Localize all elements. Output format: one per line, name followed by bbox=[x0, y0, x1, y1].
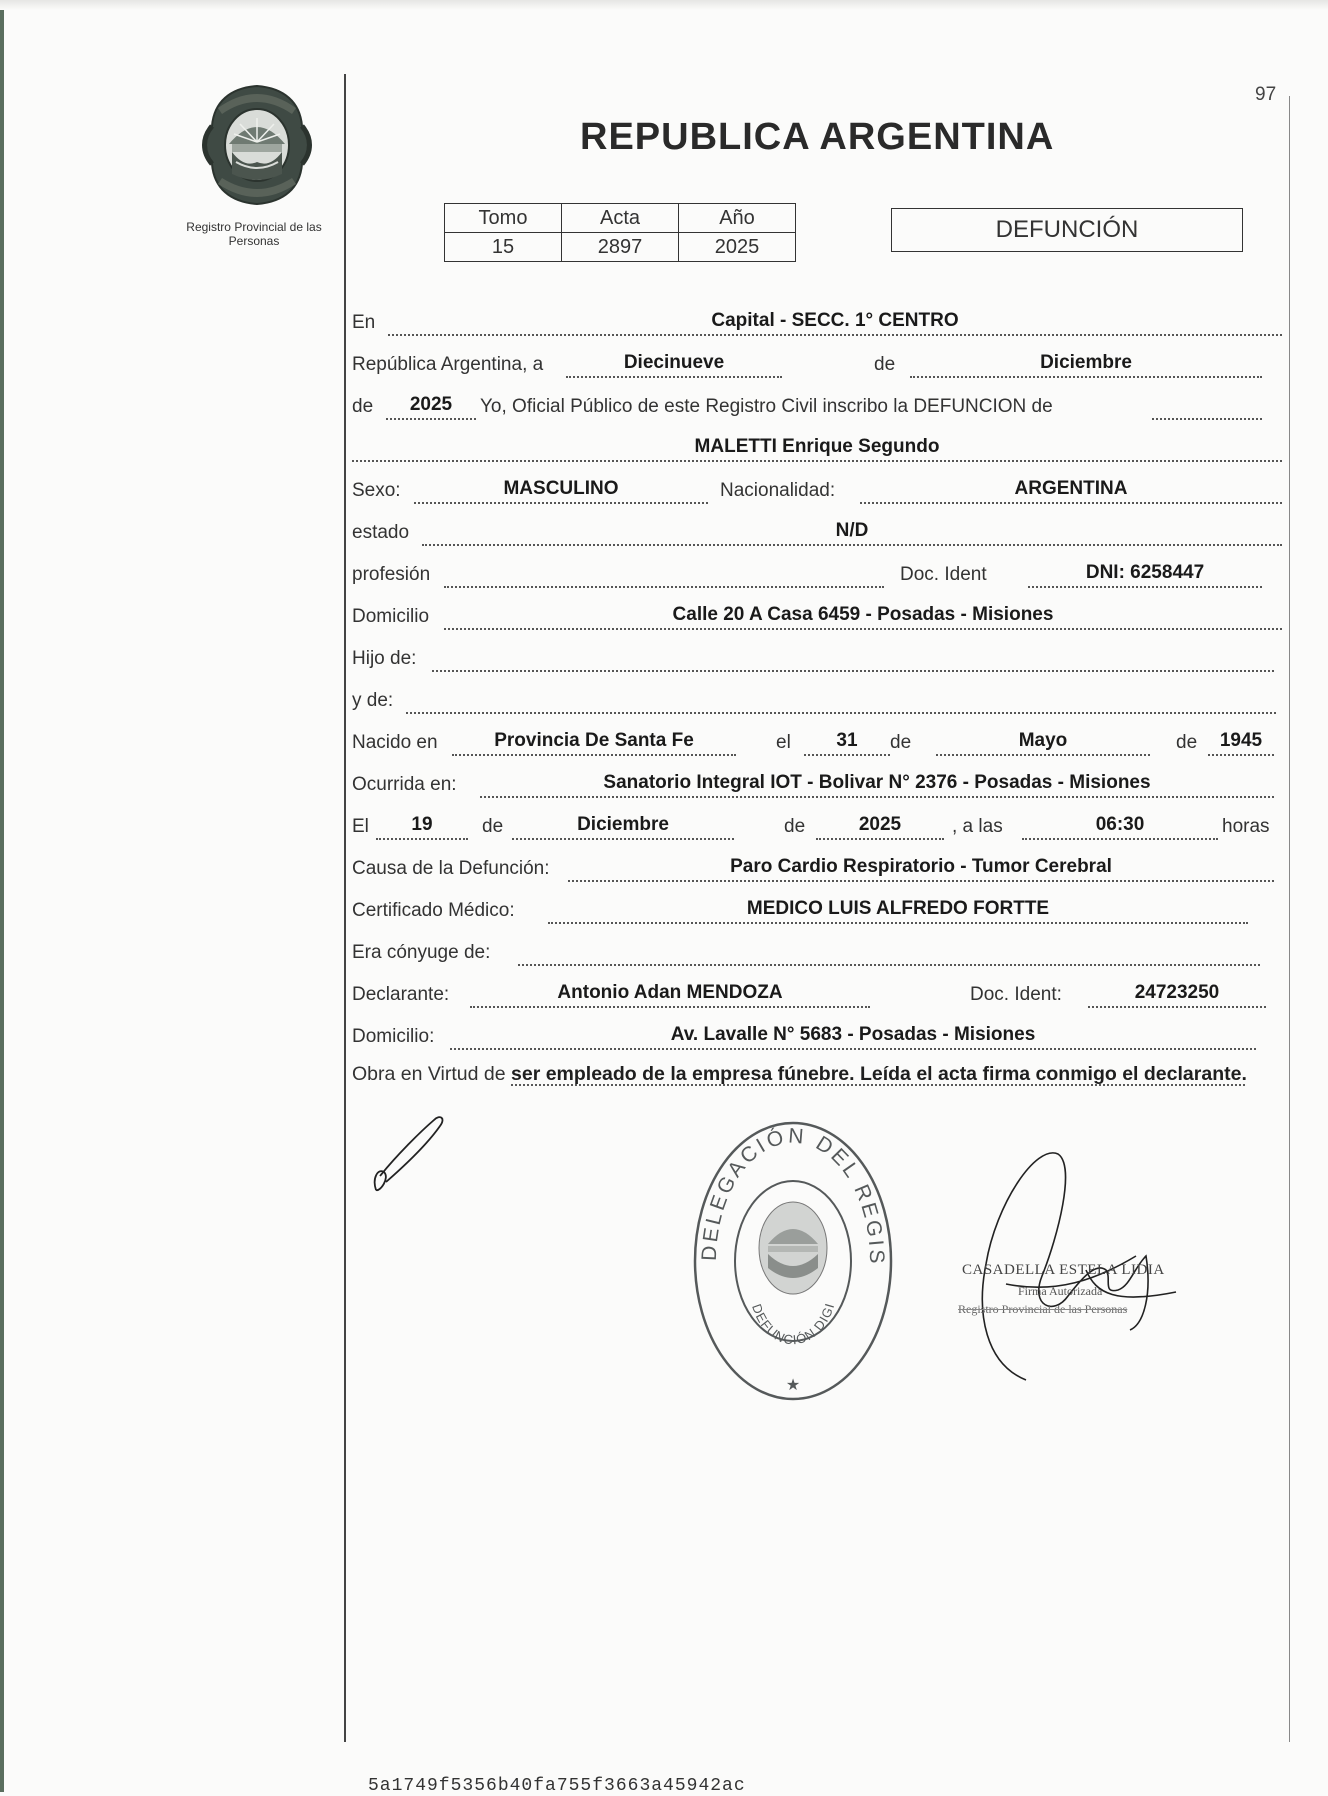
row-estado bbox=[352, 510, 1282, 552]
birthplace-field: Provincia De Santa Fe bbox=[452, 730, 736, 756]
birth-month-field: Mayo bbox=[936, 730, 1150, 756]
certificado-field: MEDICO LUIS ALFREDO FORTTE bbox=[548, 898, 1248, 924]
declarant-signature bbox=[368, 1112, 458, 1194]
row-domicilio bbox=[352, 594, 1282, 636]
scan-edge bbox=[0, 0, 4, 1792]
row-y-de bbox=[352, 678, 1282, 720]
tomo-header: Tomo bbox=[445, 204, 562, 233]
nacido-en-label: Nacido en bbox=[352, 732, 438, 753]
ocurrida-field: Sanatorio Integral IOT - Bolivar N° 2376 - Posadas - Misiones bbox=[480, 772, 1274, 798]
seal-inner-text: DEFUNCIÓN DIGI bbox=[749, 1300, 838, 1348]
scan-shadow bbox=[0, 0, 1328, 10]
birth-day-field: 31 bbox=[804, 730, 890, 756]
nacionalidad-label: Nacionalidad: bbox=[720, 480, 836, 501]
row-ocurrida bbox=[352, 762, 1282, 804]
y-de-label: y de: bbox=[352, 690, 394, 711]
hijo-de-label: Hijo de: bbox=[352, 648, 417, 669]
doc-ident-label: Doc. Ident bbox=[900, 564, 987, 585]
sexo-label: Sexo: bbox=[352, 480, 401, 501]
obra-text: ser empleado de la empresa fúnebre. Leída el acta firma conmigo el declarante. bbox=[511, 1063, 1247, 1085]
officer-name: CASADELLA ESTELA LIDIA bbox=[962, 1262, 1165, 1278]
ano-value: 2025 bbox=[679, 233, 796, 262]
row-deceased-name bbox=[352, 426, 1282, 468]
left-margin-line bbox=[344, 74, 346, 1742]
row-certificate bbox=[352, 888, 1282, 930]
row-death-date bbox=[352, 804, 1282, 846]
row-declarant bbox=[352, 972, 1282, 1014]
domicilio-field: Calle 20 A Casa 6459 - Posadas - Misiones bbox=[444, 604, 1282, 630]
de-label: de bbox=[874, 354, 896, 375]
acta-value: 2897 bbox=[562, 233, 679, 262]
year-field: 2025 bbox=[386, 394, 476, 420]
row-cause bbox=[352, 846, 1282, 888]
tomo-value: 15 bbox=[445, 233, 562, 262]
causa-label: Causa de la Defunción: bbox=[352, 858, 550, 879]
row-sex-nationality bbox=[352, 468, 1282, 510]
declarante-doc-field: 24723250 bbox=[1088, 982, 1266, 1008]
conyuge-label: Era cónyuge de: bbox=[352, 942, 491, 963]
officer-organization: Registro Provincial de las Personas bbox=[958, 1302, 1128, 1316]
provincial-coat-of-arms-logo bbox=[196, 82, 318, 208]
registry-seal bbox=[688, 1118, 898, 1404]
svg-text:★: ★ bbox=[785, 1377, 801, 1394]
birth-year-field: 1945 bbox=[1208, 730, 1274, 756]
row-spouse bbox=[352, 930, 1282, 972]
row-hijo-de bbox=[352, 636, 1282, 678]
en-label: En bbox=[352, 312, 376, 333]
acta-header: Acta bbox=[562, 204, 679, 233]
certificado-label: Certificado Médico: bbox=[352, 900, 515, 921]
seal-outer-text: DELEGACIÓN DEL REGIS bbox=[697, 1124, 889, 1267]
domicilio-label: Domicilio bbox=[352, 606, 430, 627]
declarante-domicilio-field: Av. Lavalle N° 5683 - Posadas - Misiones bbox=[450, 1024, 1256, 1050]
horas-label: horas bbox=[1222, 816, 1270, 837]
document-hash: 5a1749f5356b40fa755f3663a45942ac bbox=[368, 1776, 746, 1796]
conyuge-field bbox=[518, 940, 1260, 966]
row-year bbox=[352, 384, 1282, 426]
y-de-field bbox=[406, 688, 1276, 714]
row-profession bbox=[352, 552, 1282, 594]
right-margin-line bbox=[1289, 96, 1290, 1742]
year-de-label: de bbox=[352, 396, 374, 417]
estado-label: estado bbox=[352, 522, 410, 543]
death-month-field: Diciembre bbox=[512, 814, 734, 840]
row-registration-date bbox=[352, 342, 1282, 384]
republica-label: República Argentina, a bbox=[352, 354, 544, 375]
page-number: 97 bbox=[1255, 84, 1277, 105]
death-el-label: El bbox=[352, 816, 369, 837]
hijo-de-field bbox=[432, 646, 1274, 672]
row-declarant-address bbox=[352, 1014, 1282, 1056]
estado-field: N/D bbox=[422, 520, 1282, 546]
declarante-field: Antonio Adan MENDOZA bbox=[470, 982, 870, 1008]
registry-table bbox=[444, 203, 796, 262]
inscription-continuation-field bbox=[1152, 394, 1262, 420]
death-de-label: de bbox=[482, 816, 504, 837]
officer-title: Firma Autorizada bbox=[1018, 1284, 1103, 1298]
birth-el-label: el bbox=[776, 732, 791, 753]
ocurrida-label: Ocurrida en: bbox=[352, 774, 457, 795]
declarante-label: Declarante: bbox=[352, 984, 450, 1005]
declarante-domicilio-label: Domicilio: bbox=[352, 1026, 435, 1047]
a-las-label: , a las bbox=[952, 816, 1003, 837]
profesion-field bbox=[444, 562, 884, 588]
document-type-box: DEFUNCIÓN bbox=[891, 208, 1243, 252]
inscription-text: Yo, Oficial Público de este Registro Civil inscribo la DEFUNCION de bbox=[480, 396, 1053, 417]
nacionalidad-field: ARGENTINA bbox=[860, 478, 1282, 504]
death-day-field: 19 bbox=[376, 814, 468, 840]
death-de-label-2: de bbox=[784, 816, 806, 837]
day-words-field: Diecinueve bbox=[566, 352, 782, 378]
birth-de-label-2: de bbox=[1176, 732, 1198, 753]
obra-en-virtud-paragraph bbox=[352, 1060, 1282, 1088]
page-title: REPUBLICA ARGENTINA bbox=[580, 116, 1055, 158]
obra-label: Obra en Virtud de bbox=[352, 1063, 506, 1085]
ano-header: Año bbox=[679, 204, 796, 233]
sexo-field: MASCULINO bbox=[414, 478, 708, 504]
death-year-field: 2025 bbox=[816, 814, 944, 840]
causa-field: Paro Cardio Respiratorio - Tumor Cerebral bbox=[568, 856, 1274, 882]
registry-name: Registro Provincial de las Personas bbox=[186, 220, 322, 248]
profesion-label: profesión bbox=[352, 564, 431, 585]
death-record-form bbox=[352, 300, 1282, 1088]
location-field: Capital - SECC. 1° CENTRO bbox=[388, 310, 1282, 336]
death-time-field: 06:30 bbox=[1022, 814, 1218, 840]
row-location bbox=[352, 300, 1282, 342]
doc-ident-field: DNI: 6258447 bbox=[1028, 562, 1262, 588]
row-birth bbox=[352, 720, 1282, 762]
month-field: Diciembre bbox=[910, 352, 1262, 378]
birth-de-label: de bbox=[890, 732, 912, 753]
declarante-doc-label: Doc. Ident: bbox=[970, 984, 1062, 1005]
deceased-name-field: MALETTI Enrique Segundo bbox=[352, 436, 1282, 462]
